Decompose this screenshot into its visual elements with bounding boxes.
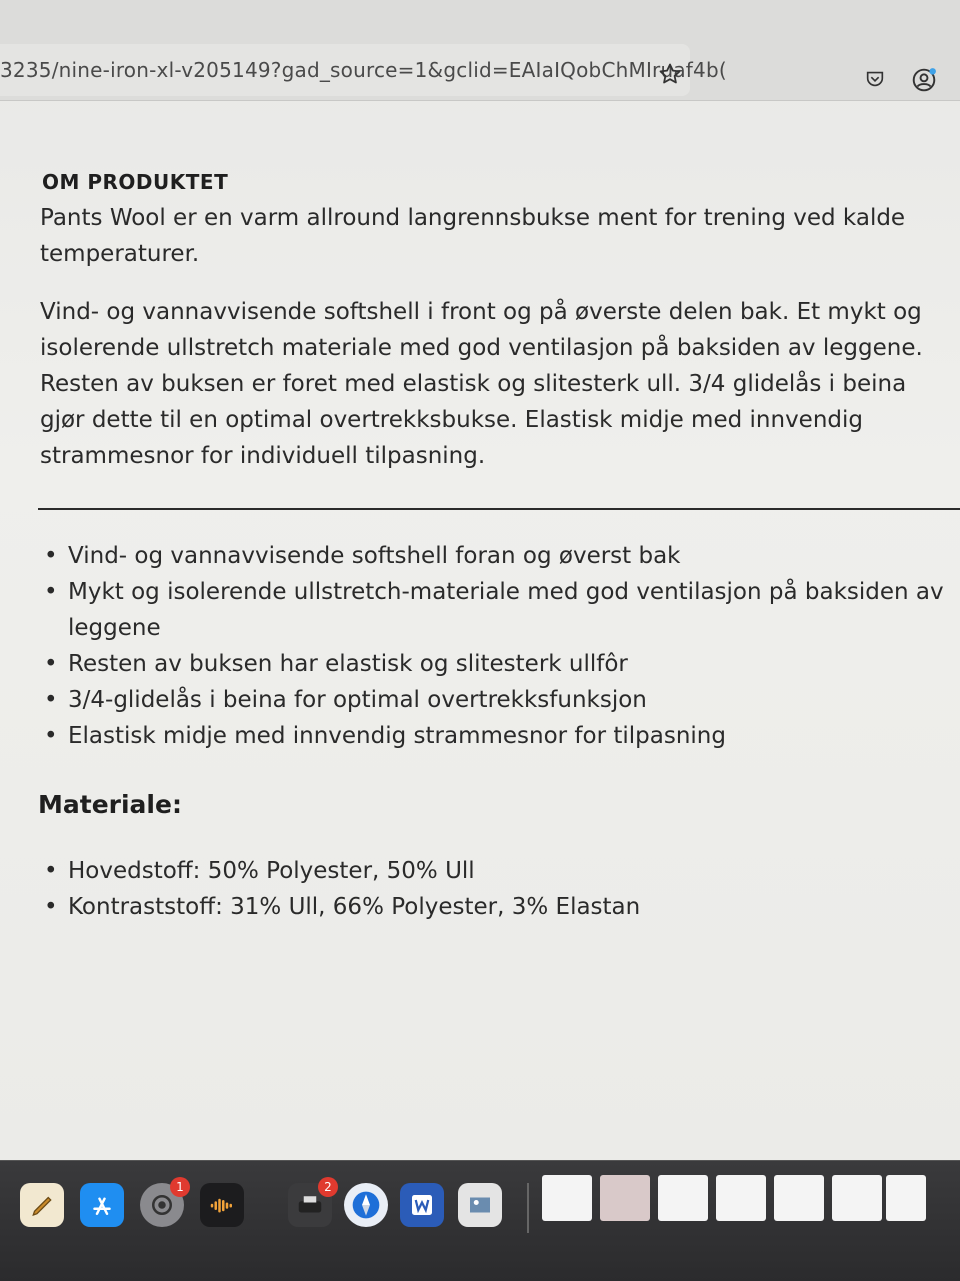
minimized-window-thumbnail[interactable] [774,1175,824,1221]
list-item: • Kontraststoff: 31% Ull, 66% Polyester, 3% Elastan [44,894,641,920]
pocket-icon[interactable] [862,66,888,92]
minimized-window-thumbnail[interactable] [832,1175,882,1221]
material-heading: Materiale: [38,790,182,819]
material-list [44,853,944,925]
dock [0,1160,960,1281]
safari-compass-icon[interactable] [344,1183,388,1227]
minimized-window-thumbnail[interactable] [658,1175,708,1221]
minimized-window-thumbnail[interactable] [542,1175,592,1221]
feature-list [44,538,944,754]
product-description [38,170,948,496]
minimized-window-thumbnail[interactable] [600,1175,650,1221]
list-item: • Elastisk midje med innvendig strammesnor for tilpasning [44,723,726,749]
preview-icon[interactable] [458,1183,502,1227]
printer-icon[interactable] [288,1180,332,1227]
notification-badge: 1 [170,1177,190,1197]
list-item: • 3/4-glidelås i beina for optimal overtrekksfunksjon [44,687,647,713]
section-divider [38,508,960,510]
word-icon[interactable] [400,1183,444,1227]
system-settings-icon[interactable] [140,1180,184,1227]
about-heading: OM PRODUKTET [42,170,229,194]
dock-separator [527,1183,529,1233]
intro-paragraph: Pants Wool er en varm allround langrennsbukse ment for trening ved kalde temperaturer. [40,205,906,267]
list-item: • Mykt og isolerende ullstretch-materiale med god ventilasjon på baksiden av leggene [44,579,944,641]
audio-app-icon[interactable] [200,1183,244,1227]
account-icon[interactable] [910,66,938,94]
list-item: • Hovedstoff: 50% Polyester, 50% Ull [44,858,475,884]
address-bar-url[interactable]: 3235/nine-iron-xl-v205149?gad_source=1&gclid=EAIaIQobChMIruaf4b( [0,58,727,82]
pencil-app-icon[interactable] [20,1183,64,1227]
browser-toolbar [0,0,960,101]
description-paragraph: Vind- og vannavvisende softshell i front og på øverste delen bak. Et mykt og isolerende ullstretch materiale med god ventilasjon på baksiden av leggene. Resten av buksen er foret med elastisk og slitesterk ull. 3/4 glidelås i beina gjør dette til en optimal overtrekksbukse. Elastisk midje med innvendig strammesnor for individuell tilpasning. [40,299,923,469]
list-item: • Vind- og vannavvisende softshell foran og øverst bak [44,543,681,569]
notification-badge: 2 [318,1177,338,1197]
minimized-window-thumbnail[interactable] [716,1175,766,1221]
bookmark-star-icon[interactable] [656,60,684,88]
minimized-window-thumbnail[interactable] [886,1175,926,1221]
app-store-icon[interactable] [80,1183,124,1227]
list-item: • Resten av buksen har elastisk og slitesterk ullfôr [44,651,628,677]
